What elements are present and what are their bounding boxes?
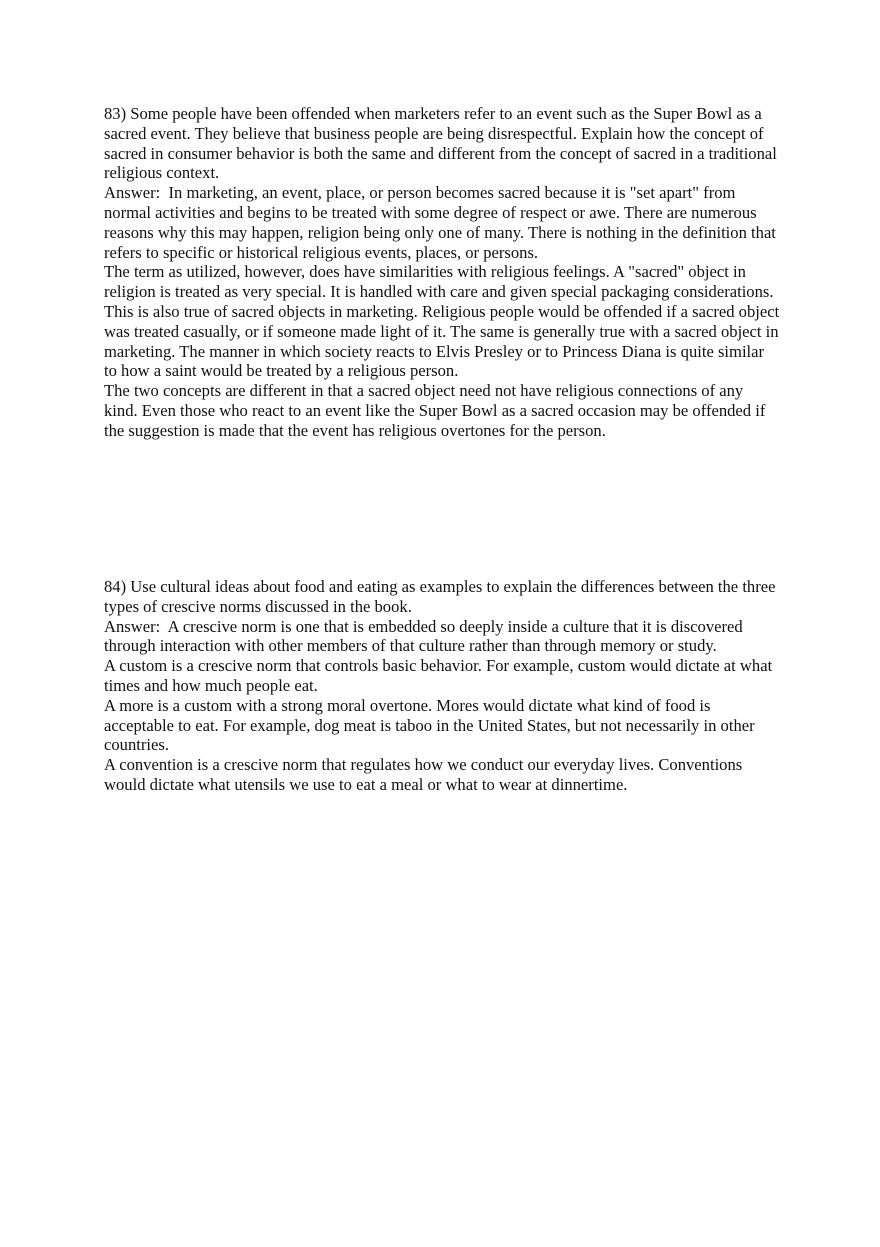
answer-83-paragraph-3: The two concepts are different in that a sacred object need not have religious connections of any kind. Even those who react to an event like the Super Bowl as a sacred occasion may be offended if the suggestion is made that the event has religious overtones for the person. [104,381,770,440]
answer-84-paragraph-2: A custom is a crescive norm that controls basic behavior. For example, custom would dictate at what times and how much people eat. [104,656,777,695]
question-84-text: 84) Use cultural ideas about food and eating as examples to explain the differences between the three types of crescive norms discussed in the book. [104,577,780,616]
answer-84-paragraph-3: A more is a custom with a strong moral overtone. Mores would dictate what kind of food is acceptable to eat. For example, dog meat is taboo in the United States, but not necessarily in other countries. [104,695,759,755]
question-83-block [104,104,784,441]
question-84-block [104,577,780,795]
answer-84-paragraph-1: Answer: A crescive norm is one that is embedded so deeply inside a culture that it is discovered through interaction with other members of that culture rather than through memory or study. [104,616,747,656]
answer-83-paragraph-2: The term as utilized, however, does have similarities with religious feelings. A "sacred" object in religion is treated as very special. It is handled with care and given special packaging considerations. This is also true of sacred objects in marketing. Religious people would be offended if a sacred object was treated casually, or if someone made light of it. The same is generally true with a sacred object in marketing. The manner in which society reacts to Elvis Presley or to Princess Diana is quite similar to how a saint would be treated by a religious person. [104,262,784,381]
question-83-text: 83) Some people have been offended when marketers refer to an event such as the Super Bowl as a sacred event. They believe that business people are being disrespectful. Explain how the concept of sacred in consumer behavior is both the same and different from the concept of sacred in a traditional religious context. [104,104,782,183]
answer-83-paragraph-1: Answer: In marketing, an event, place, or person becomes sacred because it is "set apart" from normal activities and begins to be treated with some degree of respect or awe. There are numerous reasons why this may happen, religion being only one of many. There is nothing in the definition that refers to specific or historical religious events, places, or persons. [104,183,781,262]
answer-84-paragraph-4: A convention is a crescive norm that regulates how we conduct our everyday lives. Conventions would dictate what utensils we use to eat a meal or what to wear at dinnertime. [104,755,747,794]
